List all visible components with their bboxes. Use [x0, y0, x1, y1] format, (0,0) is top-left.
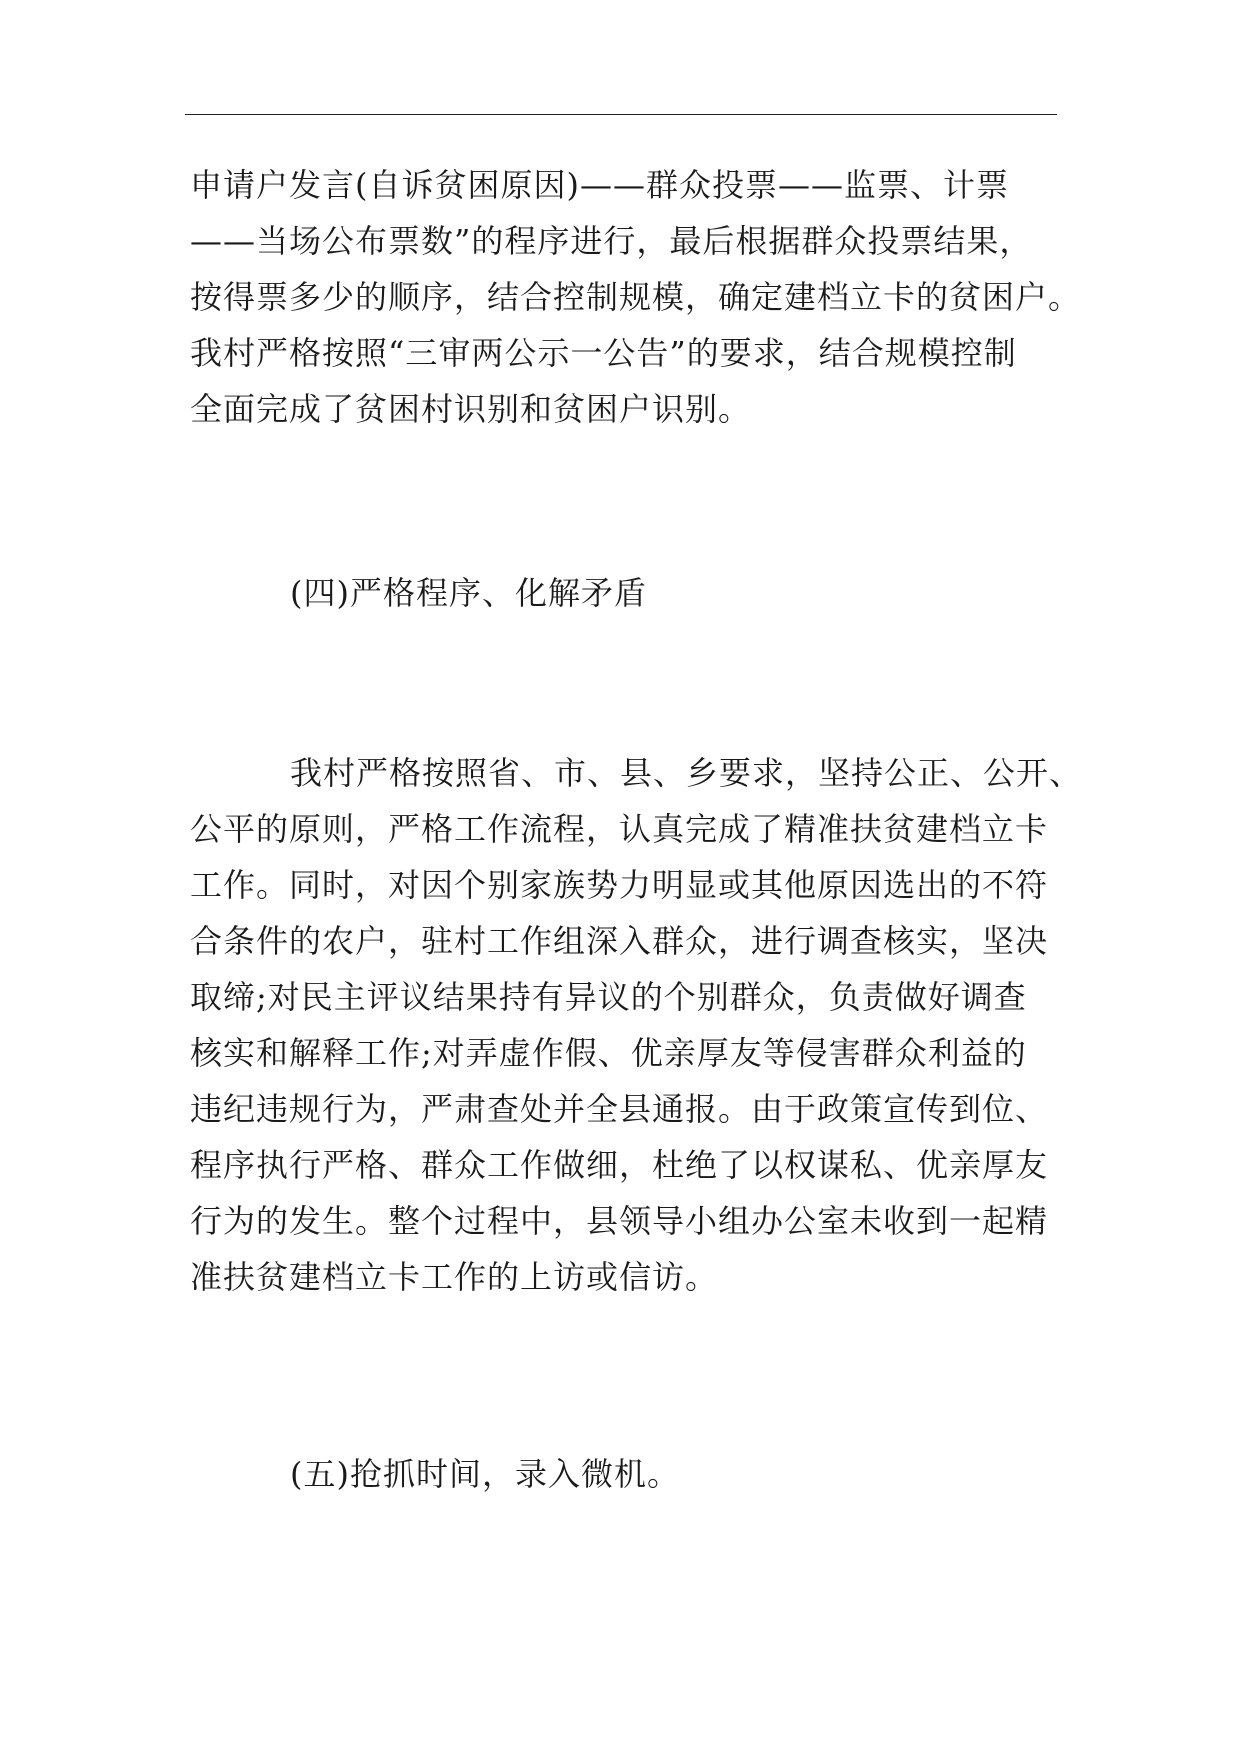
paragraph-1-line: 我村严格按照“三审两公示一公告”的要求，结合规模控制: [190, 334, 1017, 372]
paragraph-2-line: 准扶贫建档立卡工作的上访或信访。: [190, 1258, 719, 1296]
paragraph-2-line: 程序执行严格、群众工作做细，杜绝了以权谋私、优亲厚友: [190, 1146, 1049, 1184]
paragraph-1-line: 全面完成了贫困村识别和贫困户识别。: [190, 390, 752, 428]
paragraph-1-line: 申请户发言(自诉贫困原因)——群众投票——监票、计票: [190, 166, 1009, 204]
paragraph-2-line: 取缔;对民主评议结果持有异议的个别群众，负责做好调查: [190, 978, 1027, 1016]
paragraph-2-line: 核实和解释工作;对弄虚作假、优亲厚友等侵害群众利益的: [190, 1034, 1027, 1072]
paragraph-2-line: 工作。同时，对因个别家族势力明显或其他原因选出的不符: [190, 866, 1049, 904]
section-heading-5: (五)抢抓时间，录入微机。: [290, 1455, 680, 1493]
paragraph-2-line: 合条件的农户，驻村工作组深入群众，进行调查核实，坚决: [190, 922, 1049, 960]
paragraph-1: [190, 157, 1082, 437]
paragraph-1-line: 按得票多少的顺序，结合控制规模，确定建档立卡的贫困户。: [190, 278, 1082, 316]
paragraph-2-line: 公平的原则，严格工作流程，认真完成了精准扶贫建档立卡: [190, 810, 1049, 848]
paragraph-2: [190, 745, 1083, 1305]
paragraph-2-line: 违纪违规行为，严肃查处并全县通报。由于政策宣传到位、: [190, 1090, 1049, 1128]
paragraph-1-line: ——当场公布票数”的程序进行，最后根据群众投票结果，: [190, 222, 1033, 260]
section-heading-4: (四)严格程序、化解矛盾: [290, 574, 647, 612]
paragraph-2-line: 我村严格按照省、市、县、乡要求，坚持公正、公开、: [290, 754, 1083, 792]
header-rule: [185, 114, 1057, 115]
paragraph-2-line: 行为的发生。整个过程中，县领导小组办公室未收到一起精: [190, 1202, 1049, 1240]
